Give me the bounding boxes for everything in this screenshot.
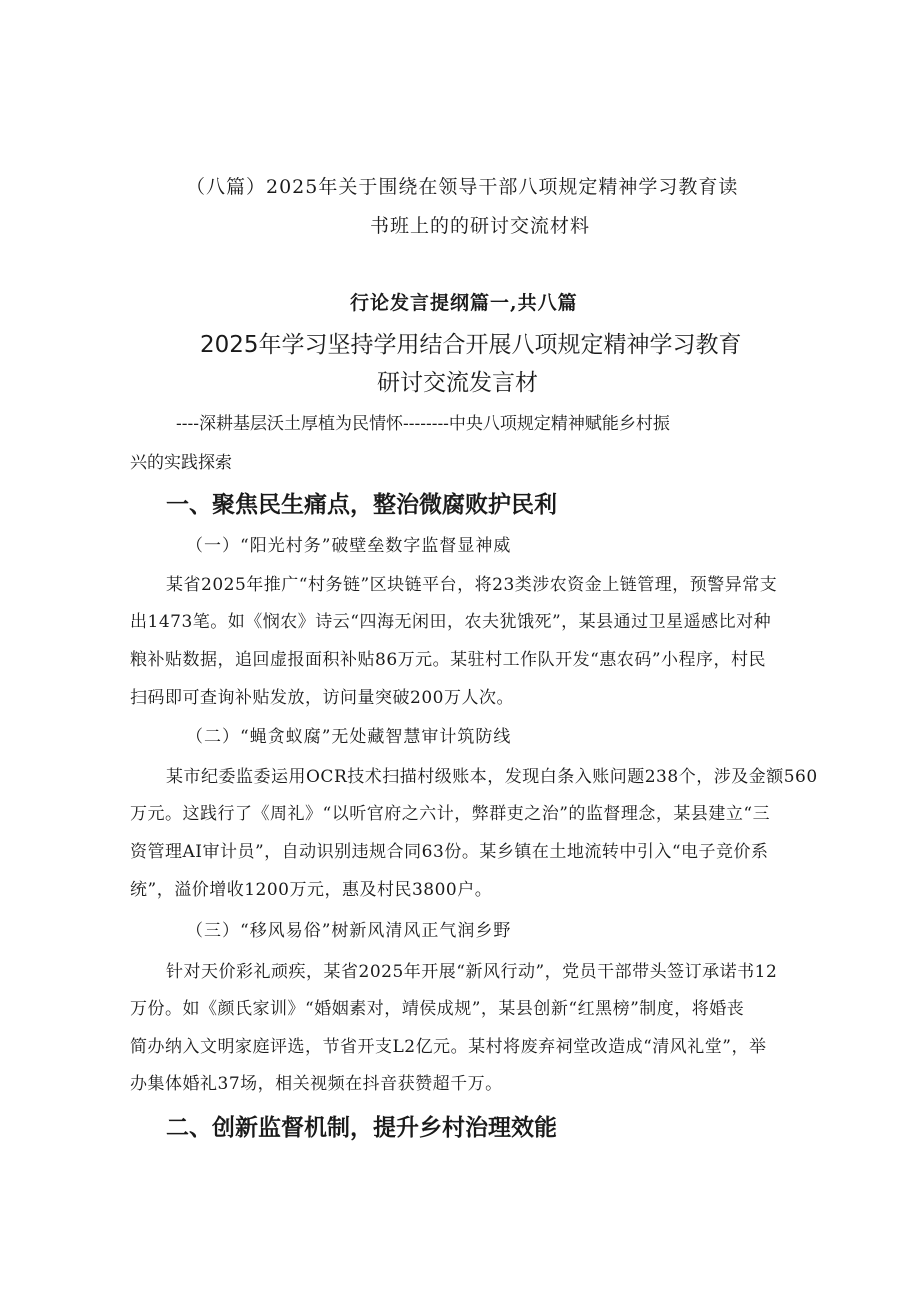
paragraph-line: 统”，溢价增收1200万元，惠及村民3800户。 bbox=[130, 880, 493, 900]
paragraph-line: 某市纪委监委运用OCR技术扫描村级账本，发现白条入账问题238个，涉及金额560 bbox=[166, 767, 818, 787]
section-2-heading: 二、创新监督机制，提升乡村治理效能 bbox=[166, 1115, 557, 1141]
paragraph-line: 出1473笔。如《悯农》诗云“四海无闲田，农夫犹饿死”，某县通过卫星遥感比对种 bbox=[130, 612, 772, 632]
main-title-line-1: 2025年学习坚持学用结合开展八项规定精神学习教育 bbox=[200, 332, 742, 358]
paragraph-line: 资管理AI审计员”，自动识别违规合同63份。某乡镇在土地流转中引入“电子竞价系 bbox=[130, 842, 769, 862]
paragraph-line: 万份。如《颜氏家训》“婚姻素对，靖侯成规”，某县创新“红黑榜”制度，将婚丧 bbox=[130, 999, 745, 1019]
section-1-sub-1-heading: （一）“阳光村务”破壁垒数字监督显神威 bbox=[186, 536, 512, 556]
outline-label: 行论发言提纲篇一,共八篇 bbox=[350, 292, 578, 314]
section-1-sub-2-heading: （二）“蝇贪蚁腐”无处藏智慧审计筑防线 bbox=[186, 727, 512, 747]
subtitle-line-1: ----深耕基层沃土厚植为民情怀--------中央八项规定精神赋能乡村振 bbox=[176, 414, 670, 434]
main-title-line-2: 研讨交流发言材 bbox=[377, 370, 538, 396]
section-1-heading: 一、聚焦民生痛点，整治微腐败护民利 bbox=[166, 492, 557, 518]
paragraph-line: 万元。这践行了《周礼》“以听官府之六计，弊群吏之治”的监督理念，某县建立“三 bbox=[130, 804, 771, 824]
paragraph-line: 针对天价彩礼顽疾，某省2025年开展“新风行动”，党员干部带头签订承诺书12 bbox=[166, 962, 778, 982]
subtitle-line-2: 兴的实践探索 bbox=[130, 453, 232, 473]
doc-title-line-1: （八篇）2025年关于围绕在领导干部八项规定精神学习教育读 bbox=[186, 176, 739, 198]
paragraph-line: 某省2025年推广“村务链”区块链平台，将23类涉农资金上链管理，预警异常支 bbox=[166, 575, 778, 595]
section-1-sub-3-heading: （三）“移风易俗”树新风清风正气润乡野 bbox=[186, 921, 512, 941]
paragraph-line: 扫码即可查询补贴发放，访问量突破200万人次。 bbox=[130, 688, 514, 708]
paragraph-line: 办集体婚礼37场，相关视频在抖音获赞超千万。 bbox=[130, 1074, 503, 1094]
paragraph-line: 粮补贴数据，追回虚报面积补贴86万元。某驻村工作队开发“惠农码”小程序，村民 bbox=[130, 650, 767, 670]
doc-title-line-2: 书班上的的研讨交流材料 bbox=[370, 215, 591, 237]
paragraph-line: 简办纳入文明家庭评选，节省开支L2亿元。某村将废弃祠堂改造成“清风礼堂”，举 bbox=[130, 1037, 767, 1057]
